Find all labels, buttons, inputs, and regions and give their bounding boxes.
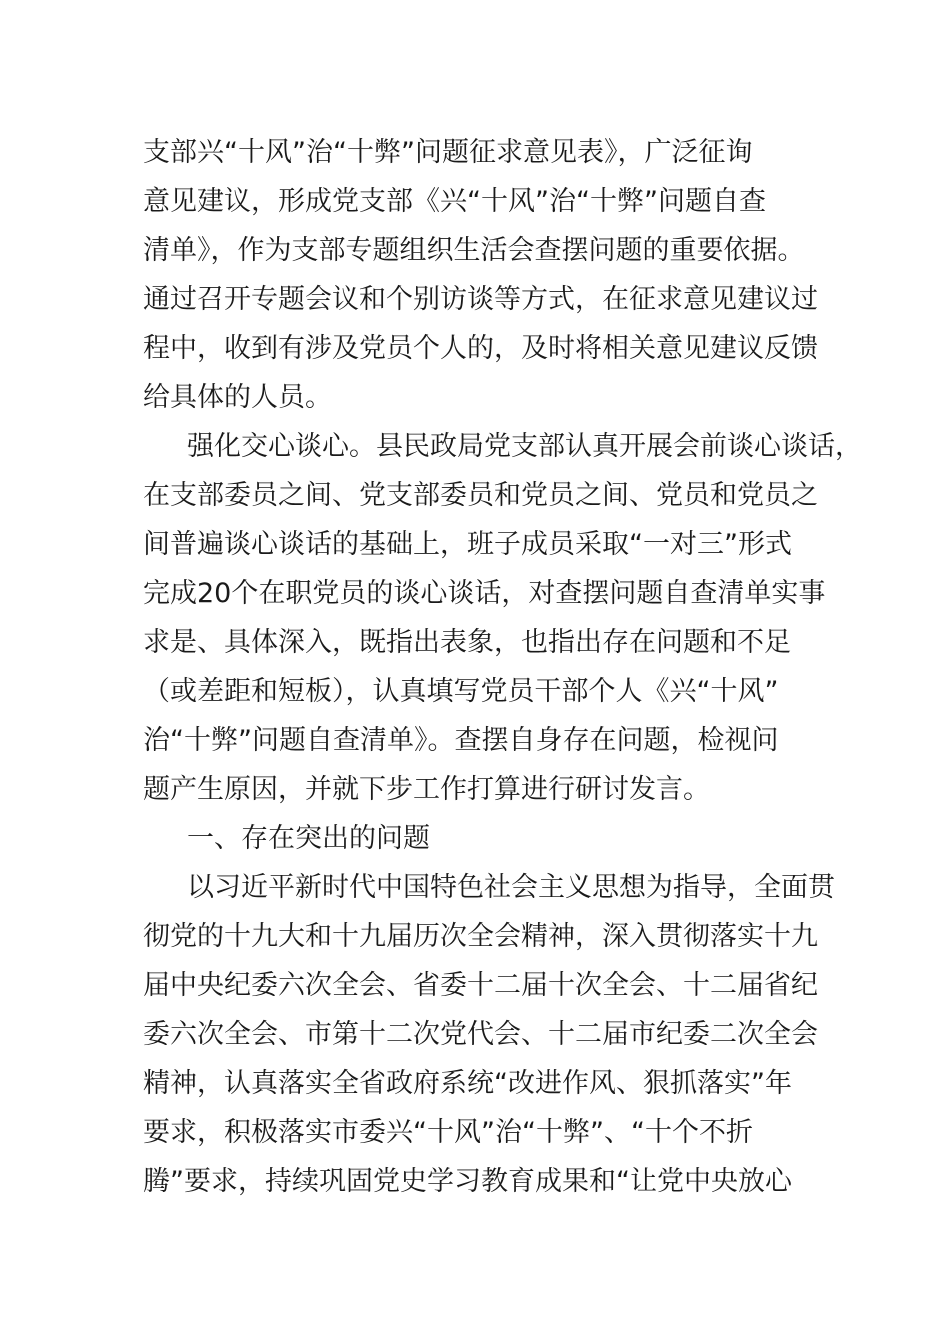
- text-line: 在支部委员之间、党支部委员和党员之间、党员和党员之: [143, 480, 818, 511]
- text-line: 要求，积极落实市委兴“十风”治“十弊”、“十个不折: [143, 1117, 753, 1148]
- text-line: 题产生原因，并就下步工作打算进行研讨发言。: [143, 774, 710, 805]
- text-line: 完成20个在职党员的谈心谈话，对查摆问题自查清单实事: [143, 578, 826, 609]
- text-line: 届中央纪委六次全会、省委十二届十次全会、十二届省纪: [143, 970, 818, 1001]
- text-line: 间普遍谈心谈话的基础上，班子成员采取“一对三”形式: [143, 529, 792, 560]
- text-line: 程中，收到有涉及党员个人的，及时将相关意见建议反馈: [143, 333, 818, 364]
- text-line: 意见建议，形成党支部《兴“十风”治“十弊”问题自查: [143, 186, 766, 217]
- paragraph-start-line: 以习近平新时代中国特色社会主义思想为指导，全面贯: [187, 872, 835, 903]
- text-line: （或差距和短板），认真填写党员干部个人《兴“十风”: [143, 676, 779, 707]
- text-line: 求是、具体深入，既指出表象，也指出存在问题和不足: [143, 627, 791, 658]
- text-line: 通过召开专题会议和个别访谈等方式，在征求意见建议过: [143, 284, 818, 315]
- text-line: 支部兴“十风”治“十弊”问题征求意见表》，广泛征询: [143, 137, 753, 168]
- text-line: 治“十弊”问题自查清单》。查摆自身存在问题，检视问: [143, 725, 779, 756]
- body-text: [143, 128, 862, 1206]
- section-heading: 一、存在突出的问题: [187, 823, 430, 854]
- text-line: 彻党的十九大和十九届历次全会精神，深入贯彻落实十九: [143, 921, 818, 952]
- text-line: 腾”要求，持续巩固党史学习教育成果和“让党中央放心: [143, 1166, 792, 1197]
- paragraph-start-line: 强化交心谈心。县民政局党支部认真开展会前谈心谈话，: [187, 431, 862, 462]
- text-line: 给具体的人员。: [143, 382, 332, 413]
- text-line: 清单》，作为支部专题组织生活会查摆问题的重要依据。: [143, 235, 805, 266]
- text-line: 精神，认真落实全省政府系统“改进作风、狠抓落实”年: [143, 1068, 792, 1099]
- text-line: 委六次全会、市第十二次党代会、十二届市纪委二次全会: [143, 1019, 818, 1050]
